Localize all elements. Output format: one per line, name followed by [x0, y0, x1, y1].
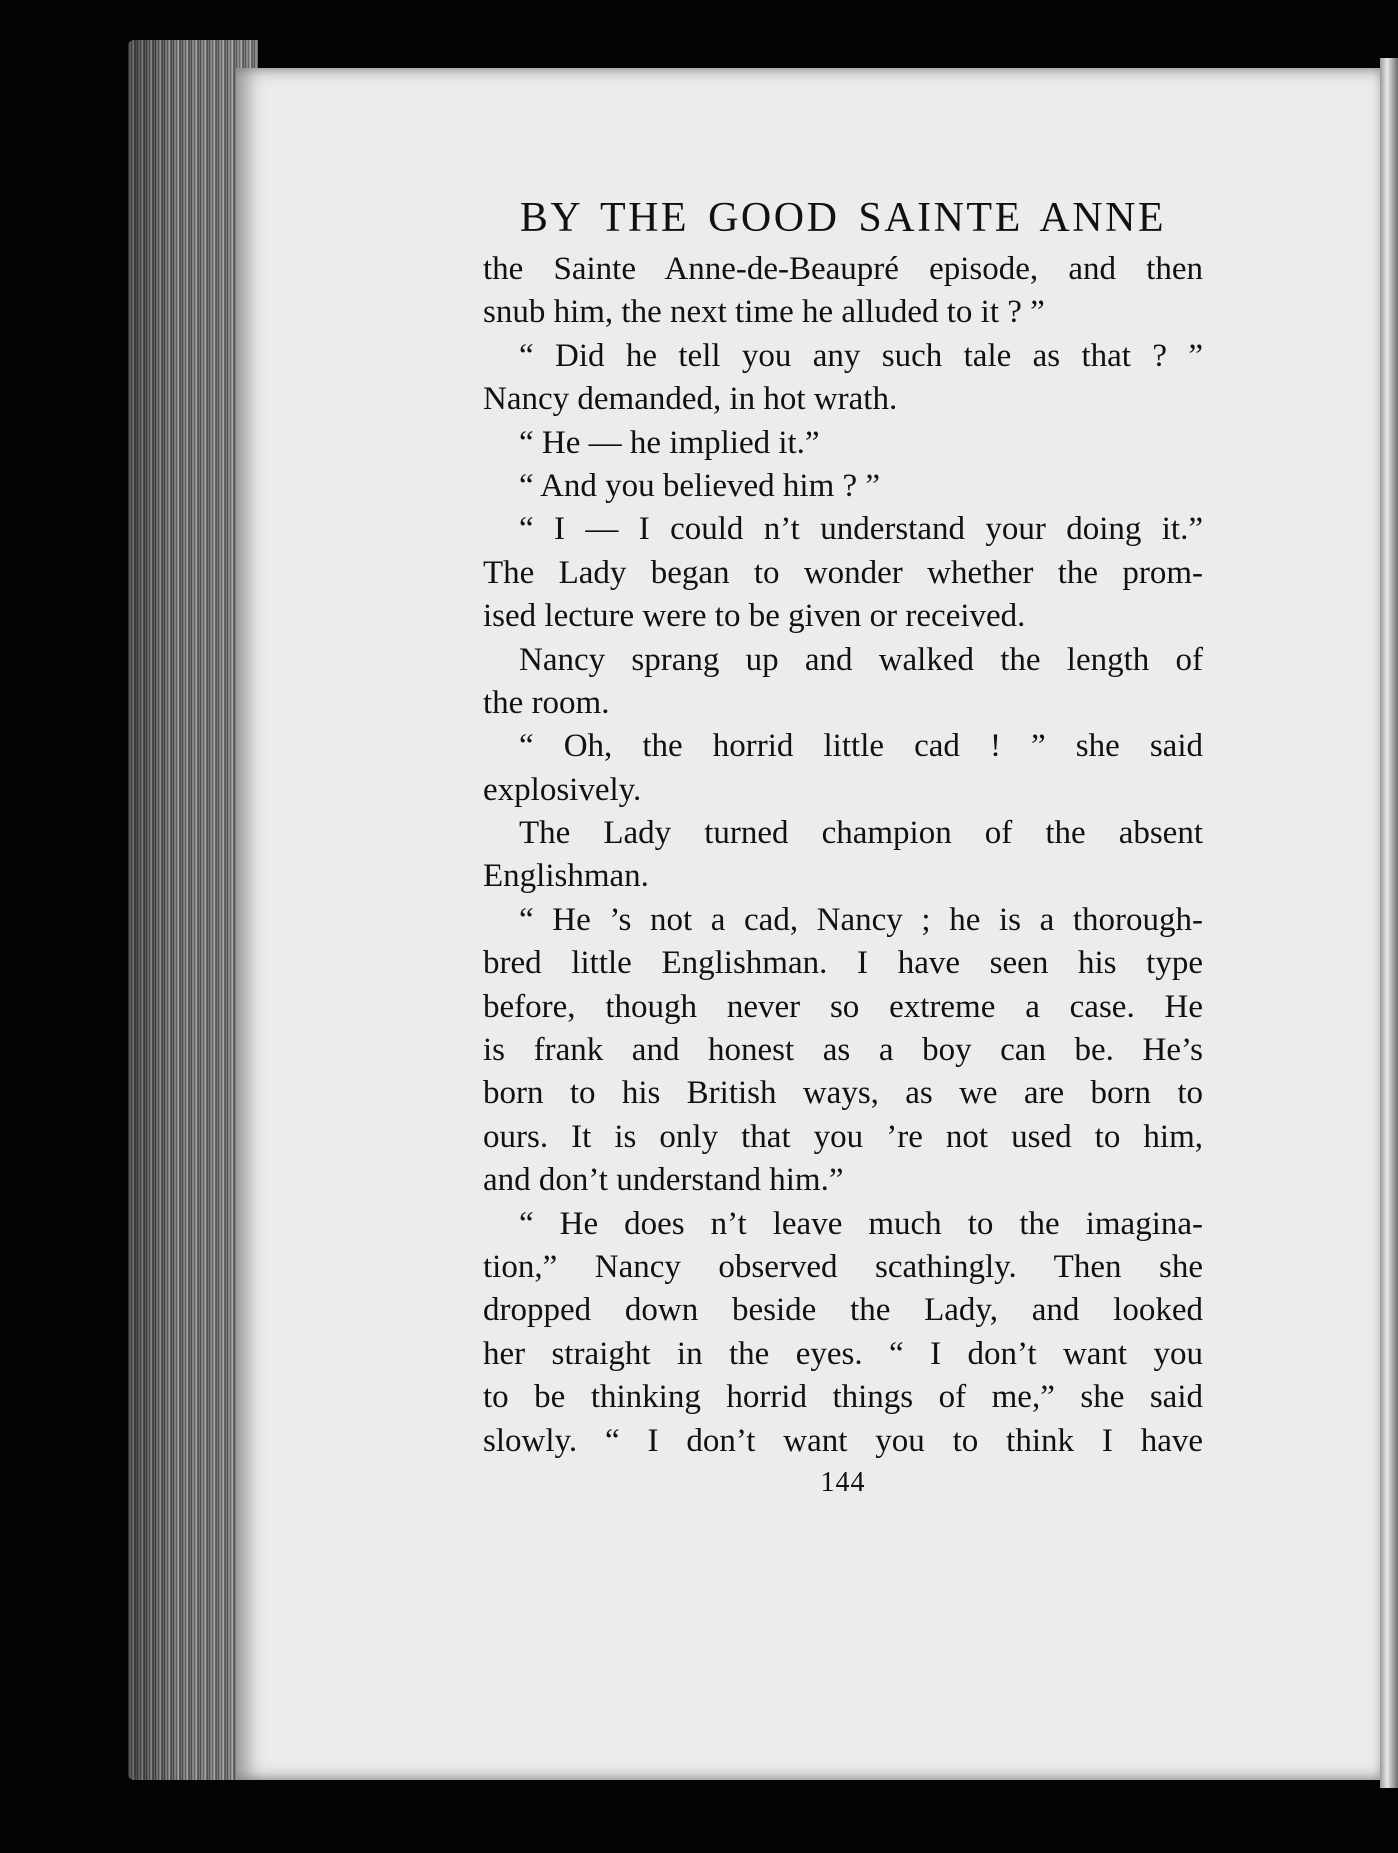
text-line: “ Oh, the horrid little cad ! ” she said	[519, 728, 1203, 765]
text-line: “ He — he implied it.”	[519, 424, 820, 461]
text-line: slowly. “ I don’t want you to think I have	[483, 1422, 1203, 1459]
page-text-block	[483, 190, 1203, 1499]
text-line: Englishman.	[483, 858, 649, 895]
text-line: “ I — I could n’t understand your doing it.”	[519, 511, 1203, 548]
running-head: BY THE GOOD SAINTE ANNE	[519, 195, 1167, 241]
text-line: snub him, the next time he alluded to it ? ”	[483, 294, 1045, 331]
text-line: Nancy sprang up and walked the length of	[519, 641, 1203, 678]
text-line: her straight in the eyes. “ I don’t want you	[483, 1335, 1203, 1372]
text-line: “ He ’s not a cad, Nancy ; he is a thorough-	[519, 901, 1203, 938]
text-line: to be thinking horrid things of me,” she said	[483, 1379, 1203, 1416]
text-line: ised lecture were to be given or received.	[483, 598, 1026, 635]
text-line: before, though never so extreme a case. He	[483, 988, 1203, 1025]
text-line: The Lady turned champion of the absent	[519, 815, 1203, 852]
text-line: the Sainte Anne-de-Beaupré episode, and then	[483, 251, 1203, 287]
text-line: is frank and honest as a boy can be. He’s	[483, 1032, 1203, 1069]
page-number: 144	[820, 1466, 866, 1498]
text-line: ours. It is only that you ’re not used to him,	[483, 1118, 1203, 1155]
right-page-edge	[1380, 58, 1398, 1788]
text-line: “ Did he tell you any such tale as that ? ”	[519, 337, 1203, 374]
text-line: tion,” Nancy observed scathingly. Then she	[483, 1248, 1203, 1285]
text-line: explosively.	[483, 771, 642, 808]
text-line: the room.	[483, 684, 610, 721]
body-text	[483, 248, 1203, 1463]
text-line: bred little Englishman. I have seen his type	[483, 945, 1203, 982]
text-line: Nancy demanded, in hot wrath.	[483, 381, 898, 418]
text-line: born to his British ways, as we are born to	[483, 1075, 1203, 1112]
text-line: and don’t understand him.”	[483, 1162, 844, 1199]
text-line: dropped down beside the Lady, and looked	[483, 1292, 1203, 1329]
text-line: The Lady began to wonder whether the prom-	[483, 554, 1203, 591]
text-line: “ He does n’t leave much to the imagina-	[519, 1205, 1203, 1242]
text-line: “ And you believed him ? ”	[519, 467, 881, 504]
